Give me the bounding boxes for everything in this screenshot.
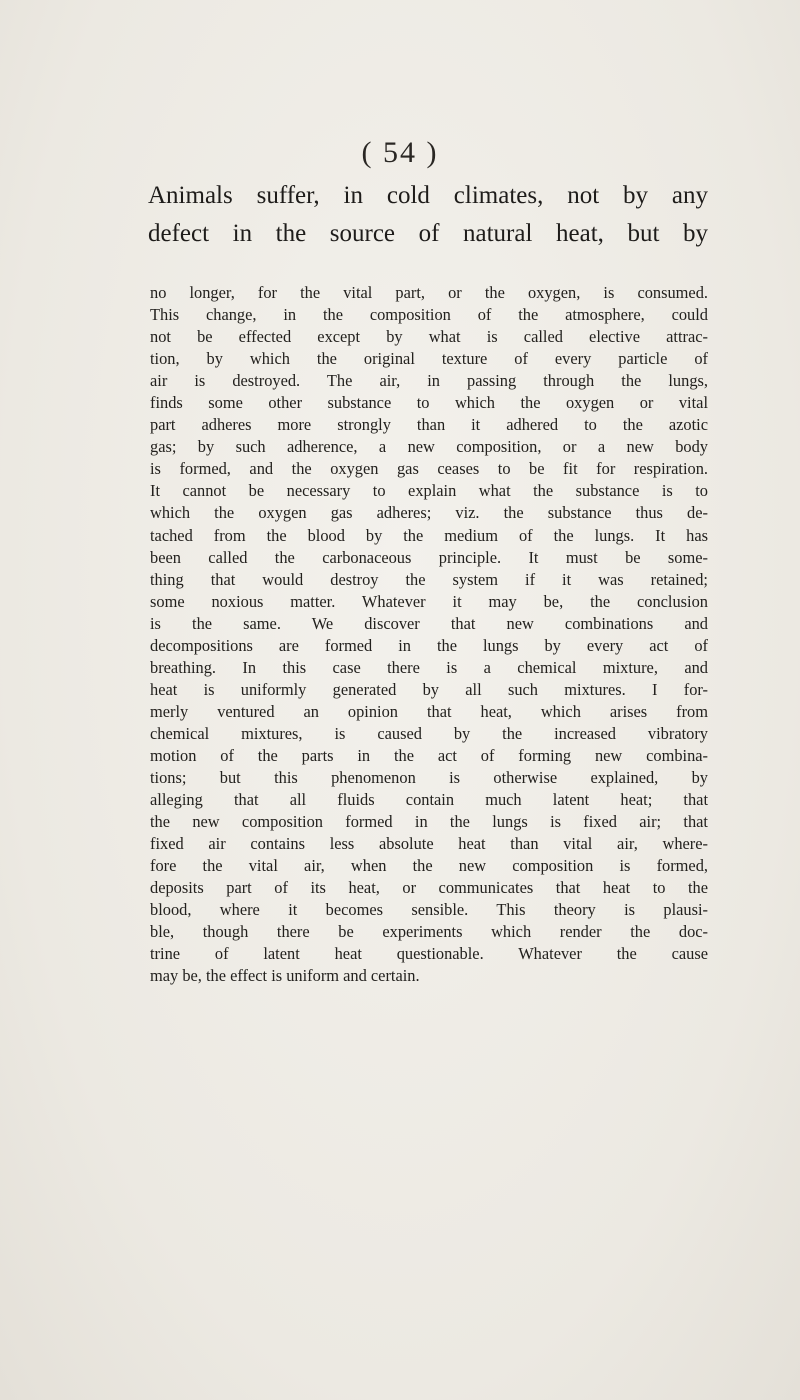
- text-line: breathing. In this case there is a chemical mixture, and: [150, 657, 708, 677]
- text-line: which the oxygen gas adheres; viz. the substance thus de-: [150, 503, 708, 523]
- text-line: alleging that all fluids contain much latent heat; that: [150, 790, 708, 810]
- text-line: chemical mixtures, is caused by the increased vibratory: [150, 723, 708, 743]
- text-line: blood, where it becomes sensible. This theory is plausi-: [150, 900, 708, 920]
- text-line: not be effected except by what is called elective attrac-: [150, 327, 708, 347]
- text-line: heat is uniformly generated by all such mixtures. I for-: [150, 679, 708, 699]
- text-line: may be, the effect is uniform and certain.: [150, 966, 420, 986]
- heading-line-2: defect in the source of natural heat, but by: [148, 220, 708, 247]
- text-line: part adheres more strongly than it adhered to the azotic: [150, 415, 708, 435]
- text-line: tions; but this phenomenon is otherwise explained, by: [150, 768, 708, 788]
- text-line: It cannot be necessary to explain what the substance is to: [150, 481, 708, 501]
- text-line: tion, by which the original texture of every particle of: [150, 349, 708, 369]
- page-number: ( 54 ): [361, 136, 439, 169]
- heading-line-1: Animals suffer, in cold climates, not by any: [148, 182, 708, 209]
- text-line: tached from the blood by the medium of the lungs. It has: [150, 525, 708, 545]
- text-line: gas; by such adherence, a new composition, or a new body: [150, 437, 708, 457]
- text-line: thing that would destroy the system if it was retained;: [150, 569, 708, 589]
- text-line: air is destroyed. The air, in passing through the lungs,: [150, 371, 708, 391]
- text-line: no longer, for the vital part, or the oxygen, is consumed.: [150, 283, 708, 302]
- body-paragraph: [150, 282, 708, 988]
- text-line: fixed air contains less absolute heat than vital air, where-: [150, 834, 708, 854]
- text-line: is formed, and the oxygen gas ceases to be fit for respiration.: [150, 459, 708, 479]
- text-line: trine of latent heat questionable. Whatever the cause: [150, 944, 708, 964]
- text-line: merly ventured an opinion that heat, which arises from: [150, 701, 708, 721]
- text-line: been called the carbonaceous principle. It must be some-: [150, 547, 708, 567]
- text-line: ble, though there be experiments which render the doc-: [150, 922, 708, 942]
- text-line: finds some other substance to which the oxygen or vital: [150, 393, 708, 413]
- text-line: deposits part of its heat, or communicates that heat to the: [150, 878, 708, 898]
- text-line: fore the vital air, when the new composition is formed,: [150, 856, 708, 876]
- text-line: This change, in the composition of the atmosphere, could: [150, 305, 708, 325]
- text-line: is the same. We discover that new combinations and: [150, 613, 708, 633]
- text-line: decompositions are formed in the lungs by every act of: [150, 635, 708, 655]
- text-line: some noxious matter. Whatever it may be, the conclusion: [150, 591, 708, 611]
- text-line: motion of the parts in the act of forming new combina-: [150, 745, 708, 765]
- text-line: the new composition formed in the lungs is fixed air; that: [150, 812, 708, 832]
